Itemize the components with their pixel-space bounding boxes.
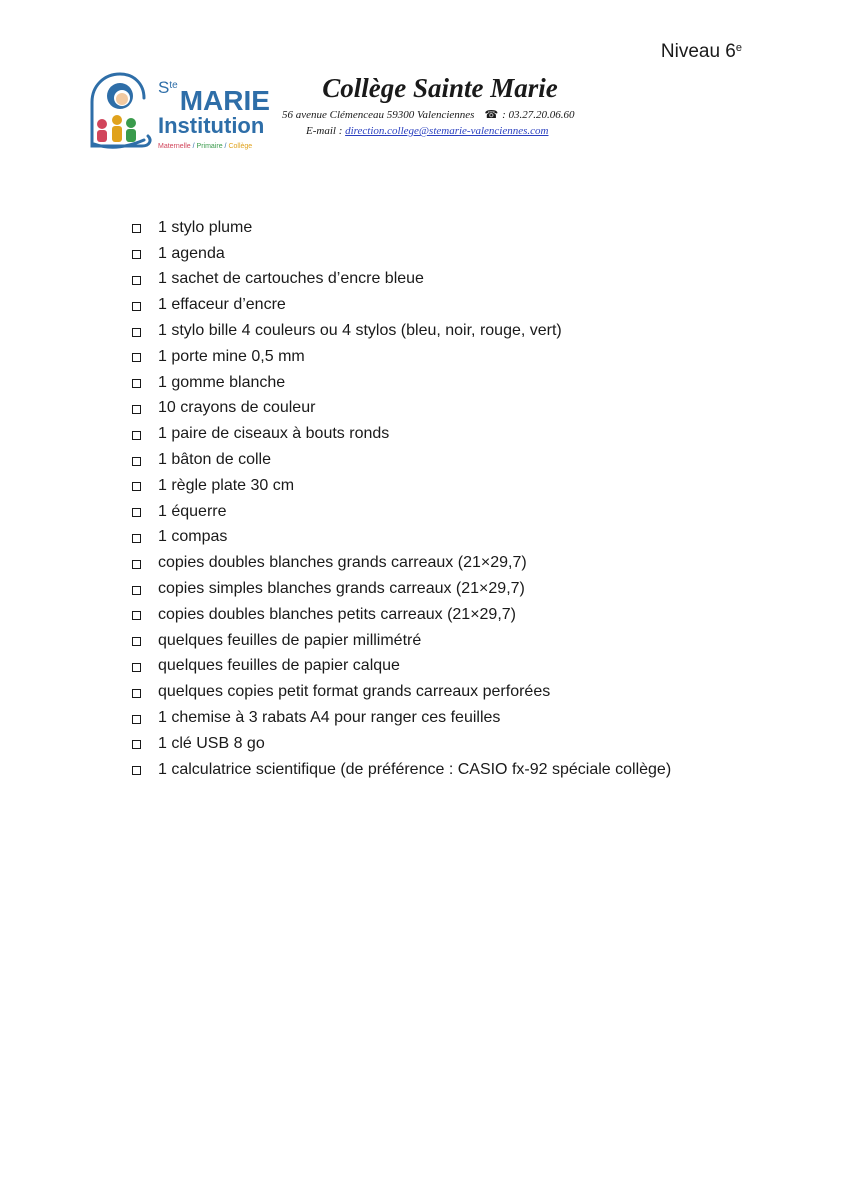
checkbox[interactable] bbox=[132, 224, 141, 233]
list-item bbox=[128, 267, 671, 293]
list-item-label: 1 règle plate 30 cm bbox=[158, 476, 295, 494]
checkbox[interactable] bbox=[132, 611, 141, 620]
list-item bbox=[128, 550, 671, 576]
list-item bbox=[128, 576, 671, 602]
college-name: Collège Sainte Marie bbox=[322, 73, 558, 103]
college-phone: : 03.27.20.06.60 bbox=[502, 109, 575, 121]
level-label bbox=[661, 40, 742, 64]
list-item bbox=[128, 396, 671, 422]
checkbox[interactable] bbox=[132, 302, 141, 311]
logo-ste-prefix: S bbox=[158, 78, 170, 97]
checkbox[interactable] bbox=[132, 482, 141, 491]
list-item-label: 1 agenda bbox=[158, 244, 225, 262]
list-item-label: copies doubles blanches grands carreaux (21×29,7) bbox=[158, 554, 527, 572]
email-link[interactable]: direction.college@stemarie-valenciennes.com bbox=[345, 125, 549, 137]
list-item-label: 1 chemise à 3 rabats A4 pour ranger ces feuilles bbox=[158, 709, 501, 727]
list-item-label: quelques feuilles de papier millimétré bbox=[158, 631, 422, 649]
logo-institution: Institution bbox=[158, 113, 265, 138]
checkbox[interactable] bbox=[132, 328, 141, 337]
checkbox[interactable] bbox=[132, 508, 141, 517]
logo-separator: / bbox=[190, 143, 197, 150]
list-item bbox=[128, 525, 671, 551]
list-item-label: 10 crayons de couleur bbox=[158, 399, 316, 417]
checkbox[interactable] bbox=[132, 534, 141, 543]
list-item bbox=[128, 241, 671, 267]
family-emblem-icon bbox=[86, 70, 156, 154]
list-item bbox=[128, 318, 671, 344]
list-item bbox=[128, 705, 671, 731]
college-email-line bbox=[282, 124, 582, 138]
supply-list bbox=[128, 215, 671, 783]
list-item-label: 1 porte mine 0,5 mm bbox=[158, 347, 305, 365]
logo-section-maternelle: Maternelle bbox=[158, 143, 191, 150]
logo-wordmark bbox=[158, 72, 276, 152]
list-item-label: 1 gomme blanche bbox=[158, 373, 286, 391]
list-item-label: 1 clé USB 8 go bbox=[158, 734, 265, 752]
list-item bbox=[128, 370, 671, 396]
email-label: E-mail : bbox=[306, 125, 346, 137]
list-item-label: 1 compas bbox=[158, 528, 228, 546]
level-text: Niveau 6 bbox=[660, 41, 736, 62]
list-item bbox=[128, 731, 671, 757]
checkbox[interactable] bbox=[132, 586, 141, 595]
logo-ste-sup: te bbox=[169, 80, 178, 91]
list-item bbox=[128, 757, 671, 783]
logo-sections bbox=[158, 142, 276, 152]
list-item bbox=[128, 654, 671, 680]
checkbox[interactable] bbox=[132, 766, 141, 775]
list-item bbox=[128, 447, 671, 473]
list-item bbox=[128, 421, 671, 447]
school-logo bbox=[86, 70, 276, 156]
list-item bbox=[128, 292, 671, 318]
level-superscript: e bbox=[735, 42, 742, 54]
logo-section-primaire: Primaire bbox=[196, 143, 223, 150]
list-item-label: 1 stylo plume bbox=[158, 218, 253, 236]
checkbox[interactable] bbox=[132, 431, 141, 440]
checkbox[interactable] bbox=[132, 379, 141, 388]
college-address-line bbox=[282, 108, 582, 122]
checkbox[interactable] bbox=[132, 457, 141, 466]
list-item bbox=[128, 473, 671, 499]
checkbox[interactable] bbox=[132, 405, 141, 414]
college-header bbox=[282, 72, 582, 138]
logo-name: MARIE bbox=[179, 85, 270, 116]
list-item-label: 1 bâton de colle bbox=[158, 451, 271, 469]
list-item-label: 1 effaceur d’encre bbox=[158, 296, 286, 314]
list-item-label: copies simples blanches grands carreaux (21×29,7) bbox=[158, 580, 525, 598]
checkbox[interactable] bbox=[132, 250, 141, 259]
logo-ste bbox=[158, 79, 178, 96]
checkbox[interactable] bbox=[132, 560, 141, 569]
checkbox[interactable] bbox=[132, 353, 141, 362]
college-address: 56 avenue Clémenceau 59300 Valenciennes bbox=[282, 109, 475, 121]
checkbox[interactable] bbox=[132, 637, 141, 646]
list-item bbox=[128, 679, 671, 705]
phone-icon: ☎ bbox=[484, 109, 499, 121]
list-item bbox=[128, 499, 671, 525]
checkbox[interactable] bbox=[132, 276, 141, 285]
list-item-label: 1 sachet de cartouches d’encre bleue bbox=[158, 270, 424, 288]
list-item bbox=[128, 628, 671, 654]
checkbox[interactable] bbox=[132, 689, 141, 698]
list-item-label: 1 stylo bille 4 couleurs ou 4 stylos (bleu, noir, rouge, vert) bbox=[158, 322, 562, 340]
logo-separator: / bbox=[222, 143, 229, 150]
checkbox[interactable] bbox=[132, 715, 141, 724]
list-item-label: 1 équerre bbox=[158, 502, 227, 520]
list-item-label: 1 calculatrice scientifique (de préférence : CASIO fx-92 spéciale collège) bbox=[158, 760, 672, 778]
list-item-label: quelques feuilles de papier calque bbox=[158, 657, 400, 675]
checkbox[interactable] bbox=[132, 740, 141, 749]
list-item-label: quelques copies petit format grands carreaux perforées bbox=[158, 683, 551, 701]
list-item bbox=[128, 215, 671, 241]
list-item-label: copies doubles blanches petits carreaux (21×29,7) bbox=[158, 605, 516, 623]
list-item bbox=[128, 344, 671, 370]
list-item-label: 1 paire de ciseaux à bouts ronds bbox=[158, 425, 390, 443]
checkbox[interactable] bbox=[132, 663, 141, 672]
list-item bbox=[128, 602, 671, 628]
logo-section-college: Collège bbox=[228, 143, 253, 150]
